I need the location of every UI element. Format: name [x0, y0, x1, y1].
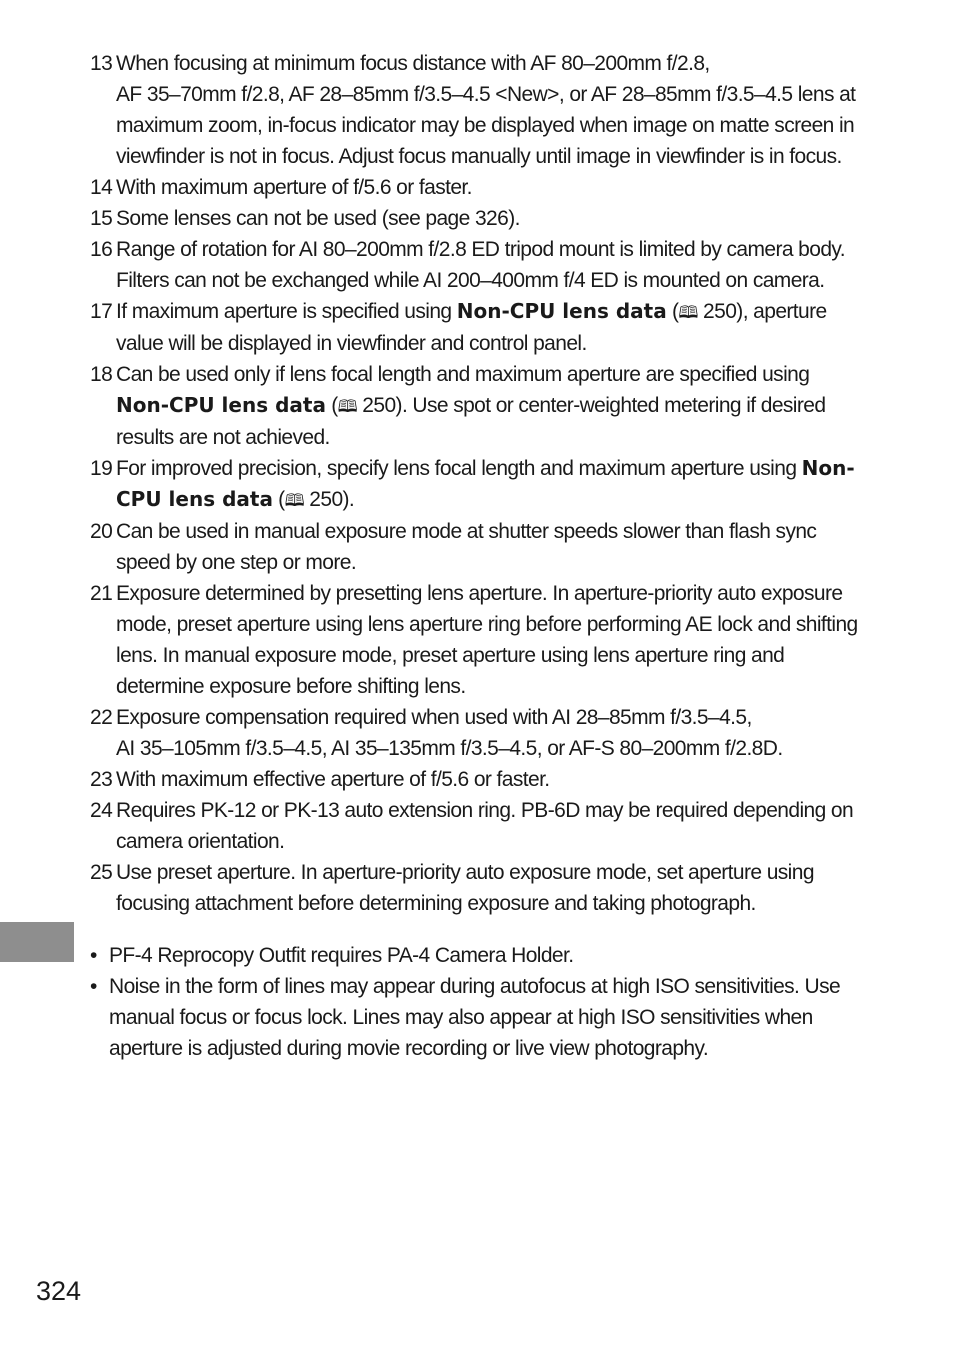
footnote-17: 17 If maximum aperture is specified using Non-CPU lens data (🕮 250), aperture value will be displayed in viewfinder and control panel.	[90, 299, 827, 355]
page-reference: 250	[362, 394, 396, 417]
footnotes-list	[90, 48, 860, 919]
book-icon: 🕮	[678, 303, 698, 322]
bullet-icon: •	[90, 944, 97, 967]
footnote-22: 22 Exposure compensation required when used with AI 28–85mm f/3.5–4.5, AI 35–105mm f/3.5–4.5, AI 35–135mm f/3.5–4.5, or AF-S 80–200mm f/2.8D.	[90, 706, 783, 760]
footnote-text: Exposure compensation required when used with AI 28–85mm f/3.5–4.5,	[116, 706, 752, 729]
section-tab-marker	[0, 922, 74, 962]
footnote-20: 20 Can be used in manual exposure mode at shutter speeds slower than flash sync speed by one step or more.	[90, 516, 860, 578]
footnote-text: When focusing at minimum focus distance with AF 80–200mm f/2.8,	[116, 52, 710, 75]
footnote-16: 16 Range of rotation for AI 80–200mm f/2.8 ED tripod mount is limited by camera body. Filters can not be exchanged while AI 200–400mm f/4 ED is mounted on camera.	[90, 234, 860, 296]
footnote-25: 25 Use preset aperture. In aperture-priority auto exposure mode, set aperture using focusing attachment before determining exposure and taking photograph.	[90, 857, 860, 919]
footnote-21: 21 Exposure determined by presetting lens aperture. In aperture-priority auto exposure mode, preset aperture using lens aperture ring before performing AE lock and shifting lens. In manual exposure mode, preset aperture using lens aperture ring and determine exposure before shifting lens.	[90, 578, 860, 702]
page-number: 324	[36, 1276, 82, 1306]
footnote-text: Range of rotation for AI 80–200mm f/2.8 ED tripod mount is limited by camera body. Filters can not be exchanged while AI 200–400mm f/4 ED is mounted on camera.	[116, 238, 845, 292]
book-icon: 🕮	[337, 397, 358, 416]
footnote-23: 23 With maximum effective aperture of f/5.6 or faster.	[90, 764, 860, 795]
footnote-text: AF 35–70mm f/2.8, AF 28–85mm f/3.5–4.5 <New>, or AF 28–85mm f/3.5–4.5 lens at maximum zoom, in-focus indicator may be displayed when image on matte screen in viewfinder is not in focus. Adjust focus manually until image in viewfinder is in focus.	[116, 83, 856, 168]
footnote-15: 15 Some lenses can not be used (see page 326).	[90, 203, 860, 234]
footnote-text: Exposure determined by presetting lens aperture. In aperture-priority auto exposure mode, preset aperture using lens aperture ring before performing AE lock and shifting lens. In manual exposure mode, preset aperture using lens aperture ring and determine exposure before shifting lens.	[116, 582, 858, 698]
footnote-18: 18 Can be used only if lens focal length and maximum aperture are specified using Non-CPU lens data (🕮 250). Use spot or center-weighted metering if desired results are not achieved.	[90, 363, 826, 449]
menu-item-reference: Non-CPU lens data	[116, 393, 326, 417]
footnote-text: Requires PK-12 or PK-13 auto extension ring. PB-6D may be required depending on camera orientation.	[116, 799, 854, 853]
footnote-text: Can be used in manual exposure mode at shutter speeds slower than flash sync speed by one step or more.	[116, 520, 817, 574]
book-icon: 🕮	[284, 491, 305, 510]
bullet-list	[90, 940, 860, 1064]
page-reference: 250	[309, 488, 343, 511]
list-item: • Noise in the form of lines may appear during autofocus at high ISO sensitivities. Use manual focus or focus lock. Lines may also appear at high ISO sensitivities when aperture is adjusted during movie recording or live view photography.	[90, 971, 860, 1064]
footnote-text: AI 35–105mm f/3.5–4.5, AI 35–135mm f/3.5–4.5, or AF-S 80–200mm f/2.8D.	[116, 737, 783, 760]
list-item: • PF-4 Reprocopy Outfit requires PA-4 Camera Holder.	[90, 940, 860, 971]
footnote-13: 13 When focusing at minimum focus distance with AF 80–200mm f/2.8, AF 35–70mm f/2.8, AF 28–85mm f/3.5–4.5 <New>, or AF 28–85mm f/3.5–4.5 lens at maximum zoom, in-focus indicator may be displayed when image on matte screen in viewfinder is not in focus. Adjust focus manually until image in viewfinder is in focus.	[90, 52, 856, 168]
menu-item-reference: Non-CPU lens data	[116, 456, 855, 511]
footnote-24: 24 Requires PK-12 or PK-13 auto extension ring. PB-6D may be required depending on camera orientation.	[90, 795, 860, 857]
menu-item-reference: Non-CPU lens data	[456, 299, 667, 323]
footnote-text: With maximum aperture of f/5.6 or faster.	[116, 176, 472, 199]
bullet-icon: •	[90, 975, 97, 998]
footnote-14: 14 With maximum aperture of f/5.6 or faster.	[90, 172, 860, 203]
footnote-19: 19 For improved precision, specify lens focal length and maximum aperture using Non-CPU lens data (🕮 250).	[90, 453, 860, 516]
footnote-text: With maximum effective aperture of f/5.6 or faster.	[116, 768, 550, 791]
footnote-text: Use preset aperture. In aperture-priority auto exposure mode, set aperture using focusing attachment before determining exposure and taking photograph.	[116, 861, 814, 915]
page-reference: 250	[703, 300, 737, 323]
footnote-text: Some lenses can not be used (see page 326).	[116, 207, 520, 230]
